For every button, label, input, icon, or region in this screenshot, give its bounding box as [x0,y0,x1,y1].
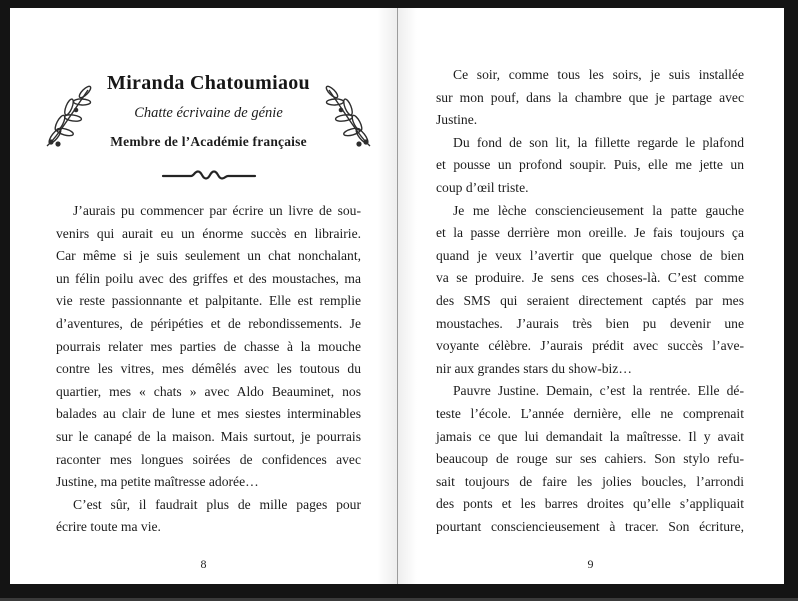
text-line: vie reste passionnante et palpitante. Elle est remplie [56,293,361,309]
chapter-affiliation: Membre de l’Académie française [110,134,307,149]
text-line: contre les vitres, mes démêlés avec les toutous du [56,361,361,377]
right-page-body [436,64,744,538]
left-page [10,8,397,584]
text-line: raconter mes longues soirées de confidences avec [56,451,361,467]
book-spine-line [397,8,398,584]
text-line: sait toujours de faire les jolies boucles, l’arrondi [436,473,744,489]
text-line: quartier, mes « chats » avec Aldo Beauminet, nos [56,383,361,399]
olive-branch-icon [321,82,375,152]
text-line: jamais ce que lui demandait la maîtresse. Il y avait [436,428,744,444]
text-line: J’aurais pu commencer par écrire un livre de sou- [73,203,361,218]
text-line: des ponts et les barres droites qu’elle s’appliquait [436,496,744,512]
right-page [397,8,784,584]
text-line: C’est sûr, il faudrait plus de mille pages pour [73,496,361,512]
chapter-header [56,72,361,150]
text-line: sur le canapé de la maison. Mais surtout, je pourrais [56,428,361,444]
text-line: pourrais relater mes parties de chasse à la mouche [56,338,361,354]
text-line: et la passe derrière mon oreille. Je fais toujours ça [436,225,744,241]
text-line: va se produire. Je sens ces choses-là. C’est comme [436,270,744,286]
text-line: un félin poilu avec des griffes et des moustaches, ma [56,270,361,286]
open-book-pages [10,8,784,584]
text-line: coup d’œil triste. [436,179,529,195]
chapter-subtitle: Chatte écrivaine de génie [134,105,283,121]
text-line: venirs qui aurait eu un énorme succès en librairie. [56,225,361,241]
olive-branch-icon [42,82,96,152]
section-divider [56,168,361,182]
text-line: Du fond de son lit, la fillette regarde le plafond [453,134,744,150]
text-line: d’aventures, de péripéties et de rebondissements. Je [56,315,361,331]
chapter-title: Miranda Chatoumiaou [107,72,310,94]
text-line: sur mon pouf, dans la chambre que je partage avec [436,89,744,105]
page-number: 8 [200,557,207,571]
text-line: quand je veux l’avertir que quelque chose de bien [436,247,744,263]
page-number: 9 [587,557,594,571]
text-line: nir aux grandes stars du show-biz… [436,360,632,376]
left-page-body [56,200,361,539]
text-line: Justine. [436,112,478,128]
text-line: des SMS qui seraient directement captés par mes [436,292,744,308]
text-line: Justine, ma petite maîtresse adorée… [56,474,259,490]
text-line: voyante célèbre. J’aurais prédit avec succès l’ave- [436,338,744,354]
text-line: moustaches. J’aurais très bien pu devenir une [436,315,744,331]
text-line: balades au clair de lune et mes siestes interminables [56,406,361,422]
text-line: teste l’école. L’année dernière, elle ne comprenait [436,405,744,421]
text-line: Pauvre Justine. Demain, c’est la rentrée. Elle dé- [453,383,744,399]
text-line: Je me lèche consciencieusement la patte gauche [453,202,744,218]
squiggle-divider-icon [159,168,259,182]
text-line: beaucoup de rouge sur ses cahiers. Son stylo refu- [436,451,744,467]
text-line: pourtant consciencieusement à tracer. Son écriture, [436,518,744,534]
text-line: écrire toute ma vie. [56,519,161,535]
text-line: et pousse un profond soupir. Puis, elle me jette un [436,157,744,173]
text-line: Ce soir, comme tous les soirs, je suis installée [453,67,744,82]
text-line: Car même si je suis seulement un chat nonchalant, [56,248,361,264]
